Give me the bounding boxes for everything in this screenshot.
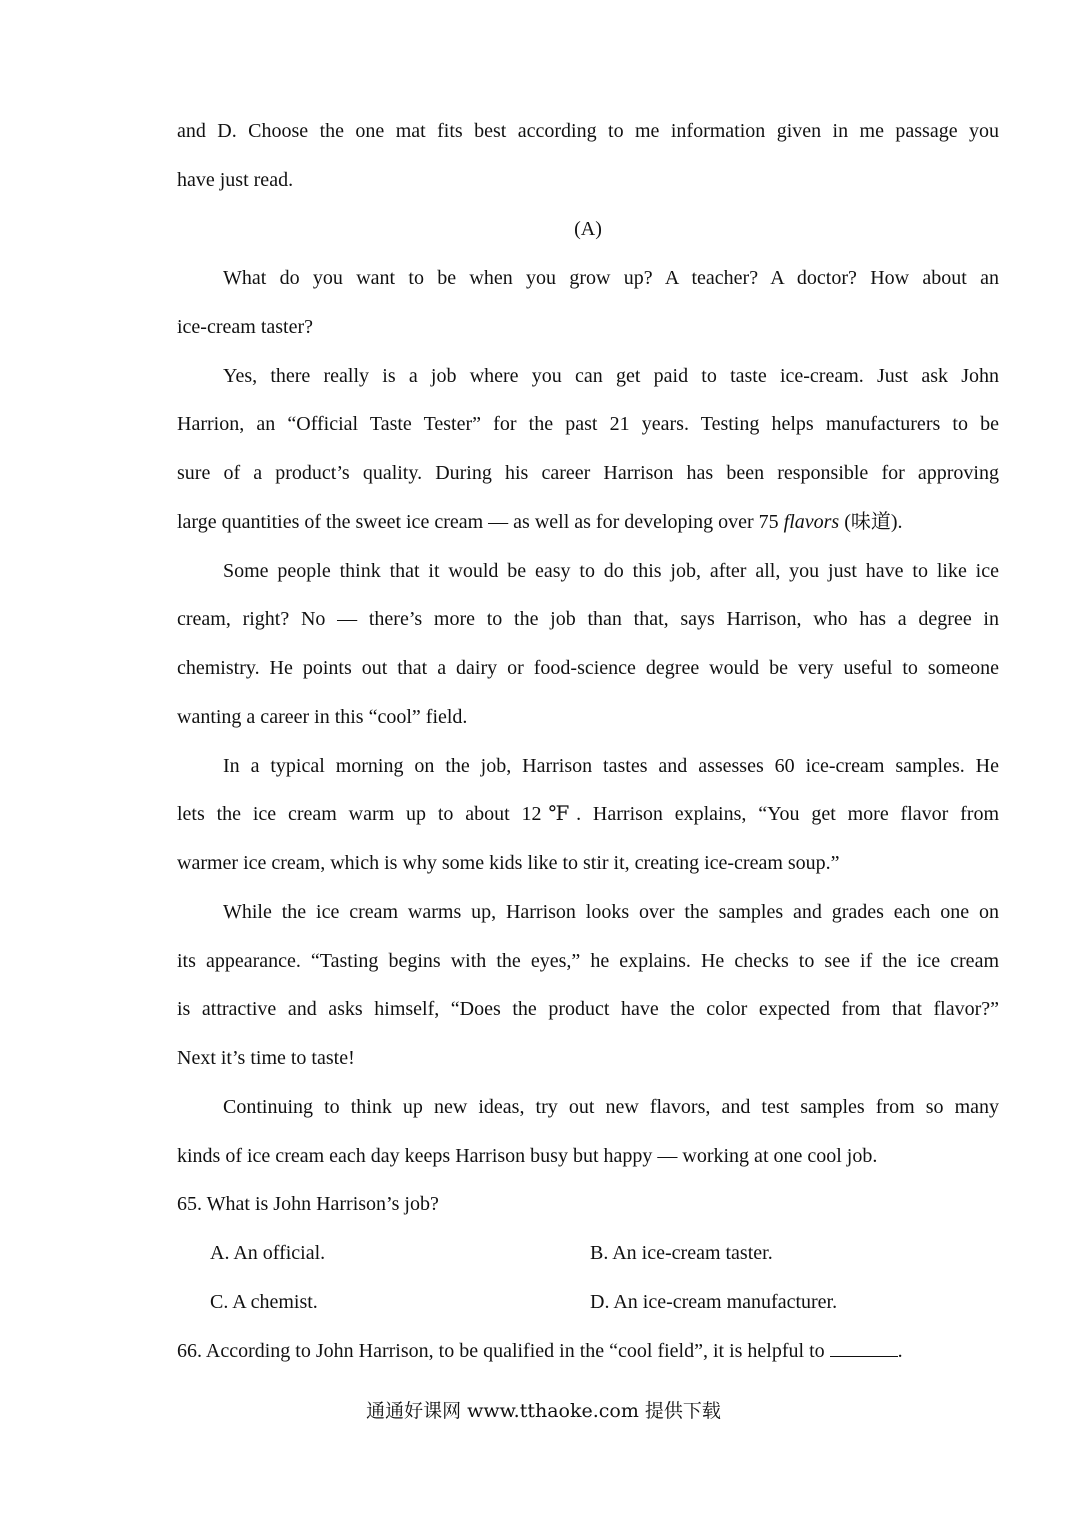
paragraph-5-line-4: Next it’s time to taste!	[177, 1047, 355, 1069]
question-66-stem	[177, 1338, 999, 1364]
paragraph-2-line-4	[177, 509, 999, 535]
footer-watermark: 通通好课网 www.tthaoke.com 提供下载	[366, 1400, 721, 1422]
paragraph-2-line-4-end: (味道).	[839, 511, 903, 533]
question-66-text: 66. According to John Harrison, to be qualified in the “cool field”, it is helpful to	[177, 1340, 830, 1362]
question-65-option-b: B. An ice-cream taster.	[590, 1242, 773, 1264]
answer-blank	[830, 1338, 898, 1357]
intro-line-1: and D. Choose the one mat fits best according to me information given in me passage you	[177, 120, 999, 142]
paragraph-3-line-4: wanting a career in this “cool” field.	[177, 706, 468, 728]
paragraph-2-line-1: Yes, there really is a job where you can get paid to taste ice-cream. Just ask John	[223, 365, 999, 387]
paragraph-1-line-2: ice-cream taster?	[177, 316, 314, 338]
paragraph-6-line-1: Continuing to think up new ideas, try out new flavors, and test samples from so many	[223, 1096, 999, 1118]
section-heading: (A)	[574, 218, 602, 240]
paragraph-5-line-1: While the ice cream warms up, Harrison looks over the samples and grades each one on	[223, 901, 999, 923]
paragraph-2-line-3: sure of a product’s quality. During his career Harrison has been responsible for approving	[177, 462, 999, 484]
question-66-period: .	[897, 1340, 903, 1362]
question-65-option-d: D. An ice-cream manufacturer.	[590, 1291, 838, 1313]
paragraph-4-line-1: In a typical morning on the job, Harrison tastes and assesses 60 ice-cream samples. He	[223, 755, 999, 777]
paragraph-1-line-1: What do you want to be when you grow up? A teacher? A doctor? How about an	[223, 267, 999, 289]
question-65-option-a: A. An official.	[210, 1242, 326, 1264]
question-65-stem: 65. What is John Harrison’s job?	[177, 1193, 439, 1215]
paragraph-5-line-3: is attractive and asks himself, “Does the product have the color expected from that flavor?”	[177, 998, 999, 1020]
paragraph-3-line-2: cream, right? No — there’s more to the job than that, says Harrison, who has a degree in	[177, 608, 999, 630]
paragraph-5-line-2: its appearance. “Tasting begins with the eyes,” he explains. He checks to see if the ice cream	[177, 950, 999, 972]
paragraph-2-line-4-text: large quantities of the sweet ice cream — as well as for developing over 75	[177, 511, 784, 533]
flavors-italic: flavors	[783, 511, 840, 533]
paragraph-3-line-1: Some people think that it would be easy to do this job, after all, you just have to like ice	[223, 560, 999, 582]
paragraph-4-line-3: warmer ice cream, which is why some kids like to stir it, creating ice-cream soup.”	[177, 852, 840, 874]
paragraph-2-line-2: Harrion, an “Official Taste Tester” for the past 21 years. Testing helps manufacturers to be	[177, 413, 999, 435]
paragraph-6-line-2: kinds of ice cream each day keeps Harrison busy but happy — working at one cool job.	[177, 1145, 878, 1167]
paragraph-3-line-3: chemistry. He points out that a dairy or food-science degree would be very useful to someone	[177, 657, 999, 679]
paragraph-4-line-2: lets the ice cream warm up to about 12℉. Harrison explains, “You get more flavor from	[177, 803, 999, 825]
intro-line-2: have just read.	[177, 169, 294, 191]
question-65-option-c: C. A chemist.	[210, 1291, 318, 1313]
